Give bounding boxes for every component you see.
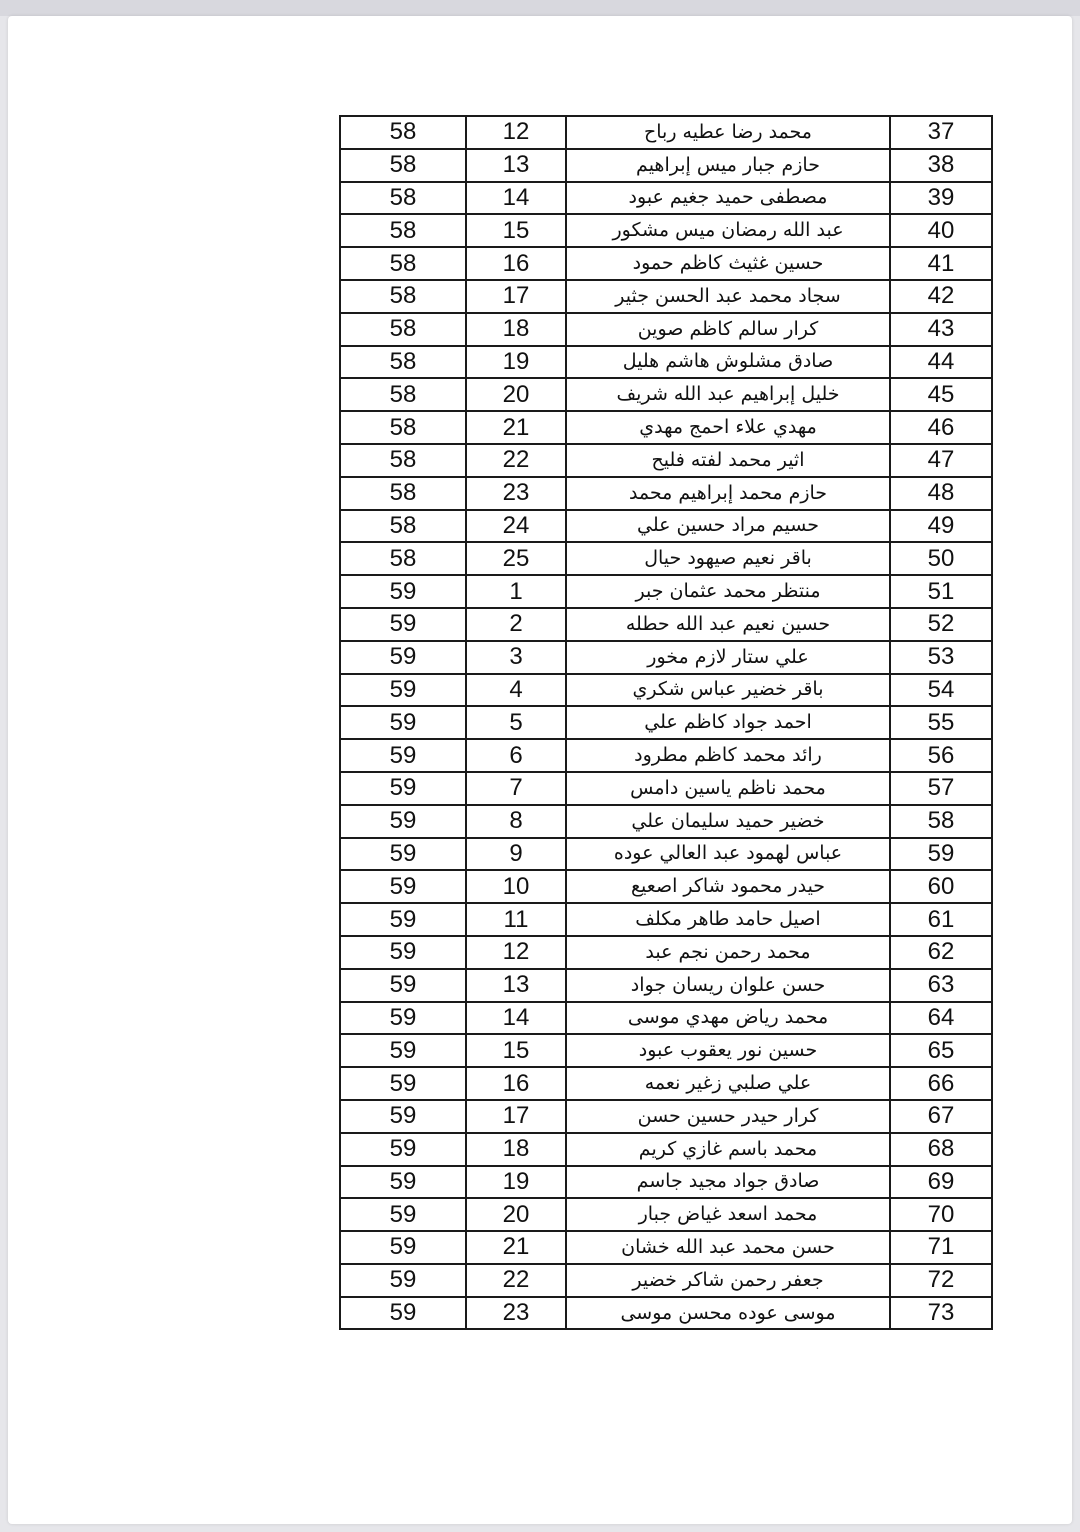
- table-row: [340, 1100, 992, 1133]
- name-cell: حازم محمد إبراهيم محمد: [566, 477, 890, 510]
- score-cell: 59: [340, 772, 466, 805]
- score-cell: 59: [340, 903, 466, 936]
- row-number-cell: 73: [890, 1297, 992, 1330]
- score-cell: 59: [340, 1034, 466, 1067]
- sequence-cell: 4: [466, 674, 566, 707]
- table-row: [340, 739, 992, 772]
- table-row: [340, 674, 992, 707]
- sequence-cell: 20: [466, 378, 566, 411]
- score-cell: 58: [340, 542, 466, 575]
- score-cell: 58: [340, 346, 466, 379]
- name-cell: صادق جواد مجيد جاسم: [566, 1166, 890, 1199]
- name-cell: صادق مشلوش هاشم هليل: [566, 346, 890, 379]
- sequence-cell: 19: [466, 346, 566, 379]
- sequence-cell: 1: [466, 575, 566, 608]
- name-cell: كرار حيدر حسين حسن: [566, 1100, 890, 1133]
- table-row: [340, 1297, 992, 1330]
- viewer-top-strip: [0, 0, 1080, 16]
- score-cell: 59: [340, 608, 466, 641]
- table-row: [340, 608, 992, 641]
- name-cell: موسى عوده محسن موسى: [566, 1297, 890, 1330]
- score-cell: 59: [340, 1297, 466, 1330]
- score-cell: 58: [340, 247, 466, 280]
- sequence-cell: 3: [466, 641, 566, 674]
- sequence-cell: 16: [466, 1067, 566, 1100]
- name-cell: حسين نعيم عبد الله حطله: [566, 608, 890, 641]
- row-number-cell: 47: [890, 444, 992, 477]
- table-row: [340, 1034, 992, 1067]
- row-number-cell: 61: [890, 903, 992, 936]
- name-cell: مهدي علاء احمج مهدي: [566, 411, 890, 444]
- name-cell: باقر خضير عباس شكري: [566, 674, 890, 707]
- score-cell: 59: [340, 1231, 466, 1264]
- sequence-cell: 12: [466, 936, 566, 969]
- name-cell: احمد جواد كاظم علي: [566, 706, 890, 739]
- table-row: [340, 903, 992, 936]
- row-number-cell: 52: [890, 608, 992, 641]
- score-cell: 58: [340, 149, 466, 182]
- score-cell: 59: [340, 706, 466, 739]
- sequence-cell: 14: [466, 1002, 566, 1035]
- table-row: [340, 1133, 992, 1166]
- score-cell: 59: [340, 1166, 466, 1199]
- score-cell: 59: [340, 1067, 466, 1100]
- name-cell: علي صلبي زغير نعمه: [566, 1067, 890, 1100]
- table-row: [340, 641, 992, 674]
- name-cell: عبد الله رمضان ميس مشكور: [566, 214, 890, 247]
- sequence-cell: 6: [466, 739, 566, 772]
- row-number-cell: 51: [890, 575, 992, 608]
- sequence-cell: 9: [466, 838, 566, 871]
- sequence-cell: 8: [466, 805, 566, 838]
- row-number-cell: 50: [890, 542, 992, 575]
- name-cell: حسيم مراد حسين علي: [566, 510, 890, 543]
- names-table-body: [340, 116, 992, 1329]
- table-row: [340, 1264, 992, 1297]
- name-cell: خضير حميد سليمان علي: [566, 805, 890, 838]
- score-cell: 59: [340, 1264, 466, 1297]
- name-cell: منتظر محمد عثمان جبر: [566, 575, 890, 608]
- sequence-cell: 12: [466, 116, 566, 149]
- table-row: [340, 444, 992, 477]
- row-number-cell: 45: [890, 378, 992, 411]
- row-number-cell: 40: [890, 214, 992, 247]
- score-cell: 59: [340, 969, 466, 1002]
- row-number-cell: 44: [890, 346, 992, 379]
- table-row: [340, 969, 992, 1002]
- row-number-cell: 39: [890, 182, 992, 215]
- sequence-cell: 21: [466, 411, 566, 444]
- sequence-cell: 15: [466, 1034, 566, 1067]
- row-number-cell: 62: [890, 936, 992, 969]
- table-row: [340, 378, 992, 411]
- sequence-cell: 22: [466, 1264, 566, 1297]
- name-cell: محمد باسم غازي كريم: [566, 1133, 890, 1166]
- score-cell: 58: [340, 182, 466, 215]
- score-cell: 58: [340, 378, 466, 411]
- name-cell: محمد اسعد غياض جبار: [566, 1198, 890, 1231]
- score-cell: 59: [340, 1133, 466, 1166]
- sequence-cell: 22: [466, 444, 566, 477]
- name-cell: محمد رحمن نجم عبد: [566, 936, 890, 969]
- sequence-cell: 18: [466, 313, 566, 346]
- table-row: [340, 1166, 992, 1199]
- row-number-cell: 68: [890, 1133, 992, 1166]
- score-cell: 58: [340, 444, 466, 477]
- score-cell: 59: [340, 870, 466, 903]
- table-row: [340, 805, 992, 838]
- name-cell: اثير محمد لفته فليح: [566, 444, 890, 477]
- table-row: [340, 346, 992, 379]
- row-number-cell: 63: [890, 969, 992, 1002]
- name-cell: حسين غثيث كاظم حمود: [566, 247, 890, 280]
- row-number-cell: 55: [890, 706, 992, 739]
- sequence-cell: 13: [466, 149, 566, 182]
- table-row: [340, 116, 992, 149]
- row-number-cell: 71: [890, 1231, 992, 1264]
- sequence-cell: 10: [466, 870, 566, 903]
- sequence-cell: 14: [466, 182, 566, 215]
- score-cell: 58: [340, 280, 466, 313]
- table-row: [340, 510, 992, 543]
- sequence-cell: 16: [466, 247, 566, 280]
- sequence-cell: 23: [466, 1297, 566, 1330]
- table-row: [340, 149, 992, 182]
- names-table: [339, 115, 993, 1330]
- sequence-cell: 17: [466, 280, 566, 313]
- sequence-cell: 17: [466, 1100, 566, 1133]
- row-number-cell: 42: [890, 280, 992, 313]
- table-row: [340, 575, 992, 608]
- row-number-cell: 46: [890, 411, 992, 444]
- score-cell: 59: [340, 936, 466, 969]
- row-number-cell: 48: [890, 477, 992, 510]
- name-cell: حسن محمد عبد الله خشان: [566, 1231, 890, 1264]
- name-cell: رائد محمد كاظم مطرود: [566, 739, 890, 772]
- sequence-cell: 15: [466, 214, 566, 247]
- name-cell: جعفر رحمن شاكر خضير: [566, 1264, 890, 1297]
- row-number-cell: 64: [890, 1002, 992, 1035]
- score-cell: 58: [340, 313, 466, 346]
- name-cell: حيدر محمود شاكر اصعيع: [566, 870, 890, 903]
- score-cell: 58: [340, 477, 466, 510]
- sequence-cell: 19: [466, 1166, 566, 1199]
- score-cell: 59: [340, 1002, 466, 1035]
- sequence-cell: 5: [466, 706, 566, 739]
- score-cell: 58: [340, 116, 466, 149]
- score-cell: 59: [340, 739, 466, 772]
- name-cell: خليل إبراهيم عبد الله شريف: [566, 378, 890, 411]
- row-number-cell: 56: [890, 739, 992, 772]
- table-row: [340, 214, 992, 247]
- name-cell: حازم جبار ميس إبراهيم: [566, 149, 890, 182]
- score-cell: 59: [340, 805, 466, 838]
- row-number-cell: 37: [890, 116, 992, 149]
- row-number-cell: 43: [890, 313, 992, 346]
- row-number-cell: 69: [890, 1166, 992, 1199]
- table-row: [340, 706, 992, 739]
- sequence-cell: 21: [466, 1231, 566, 1264]
- sequence-cell: 11: [466, 903, 566, 936]
- sequence-cell: 13: [466, 969, 566, 1002]
- row-number-cell: 57: [890, 772, 992, 805]
- row-number-cell: 49: [890, 510, 992, 543]
- score-cell: 59: [340, 674, 466, 707]
- sequence-cell: 18: [466, 1133, 566, 1166]
- sequence-cell: 20: [466, 1198, 566, 1231]
- table-row: [340, 870, 992, 903]
- table-row: [340, 280, 992, 313]
- table-row: [340, 1067, 992, 1100]
- sequence-cell: 23: [466, 477, 566, 510]
- score-cell: 58: [340, 214, 466, 247]
- name-cell: كرار سالم كاظم صوين: [566, 313, 890, 346]
- sequence-cell: 24: [466, 510, 566, 543]
- table-row: [340, 936, 992, 969]
- row-number-cell: 72: [890, 1264, 992, 1297]
- table-row: [340, 247, 992, 280]
- row-number-cell: 41: [890, 247, 992, 280]
- score-cell: 59: [340, 838, 466, 871]
- table-row: [340, 1002, 992, 1035]
- row-number-cell: 67: [890, 1100, 992, 1133]
- row-number-cell: 53: [890, 641, 992, 674]
- table-row: [340, 477, 992, 510]
- score-cell: 59: [340, 1198, 466, 1231]
- table-row: [340, 182, 992, 215]
- name-cell: علي ستار لازم مخور: [566, 641, 890, 674]
- name-cell: اصيل حامد طاهر مكلف: [566, 903, 890, 936]
- table-row: [340, 313, 992, 346]
- row-number-cell: 70: [890, 1198, 992, 1231]
- name-cell: عباس لهمود عبد العالي عوده: [566, 838, 890, 871]
- name-cell: باقر نعيم صيهود حيال: [566, 542, 890, 575]
- sequence-cell: 25: [466, 542, 566, 575]
- row-number-cell: 54: [890, 674, 992, 707]
- table-row: [340, 772, 992, 805]
- row-number-cell: 60: [890, 870, 992, 903]
- table-row: [340, 542, 992, 575]
- row-number-cell: 65: [890, 1034, 992, 1067]
- name-cell: محمد رياض مهدي موسى: [566, 1002, 890, 1035]
- row-number-cell: 38: [890, 149, 992, 182]
- row-number-cell: 58: [890, 805, 992, 838]
- name-cell: حسن علوان ريسان جواد: [566, 969, 890, 1002]
- sequence-cell: 7: [466, 772, 566, 805]
- name-cell: سجاد محمد عبد الحسن جثير: [566, 280, 890, 313]
- table-row: [340, 838, 992, 871]
- table-row: [340, 411, 992, 444]
- name-cell: محمد رضا عطيه رباح: [566, 116, 890, 149]
- score-cell: 59: [340, 1100, 466, 1133]
- table-row: [340, 1231, 992, 1264]
- score-cell: 59: [340, 641, 466, 674]
- score-cell: 58: [340, 411, 466, 444]
- score-cell: 59: [340, 575, 466, 608]
- name-cell: مصطفى حميد جغيم عبود: [566, 182, 890, 215]
- row-number-cell: 59: [890, 838, 992, 871]
- table-row: [340, 1198, 992, 1231]
- name-cell: محمد ناظم ياسين دامس: [566, 772, 890, 805]
- row-number-cell: 66: [890, 1067, 992, 1100]
- name-cell: حسين نور يعقوب عبود: [566, 1034, 890, 1067]
- sequence-cell: 2: [466, 608, 566, 641]
- score-cell: 58: [340, 510, 466, 543]
